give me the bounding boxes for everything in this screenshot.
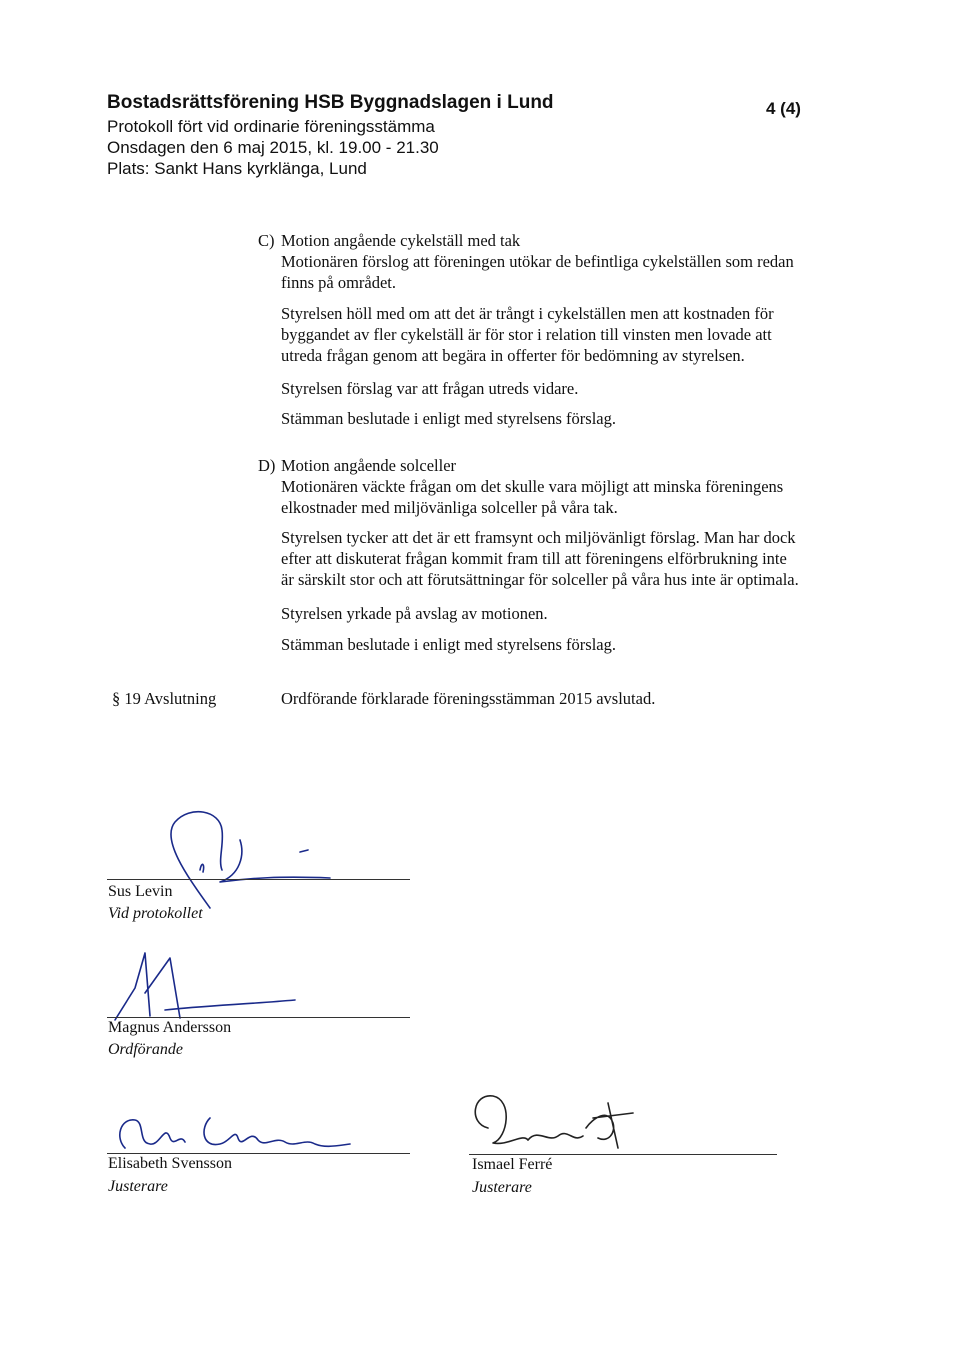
signatory-role: Justerare <box>472 1179 532 1196</box>
section-c-board-line: utreda frågan genom att begära in offerter för bedömning av styrelsen. <box>281 346 745 365</box>
signatory-role: Justerare <box>108 1178 168 1195</box>
section-c-marker: C) <box>258 231 275 250</box>
section-d-motion-line: Motionären väckte frågan om det skulle vara möjligt att minska föreningens <box>281 477 784 496</box>
page-number: 4 (4) <box>766 99 801 118</box>
signature-mark <box>110 1108 370 1158</box>
signatory-role: Ordförande <box>108 1041 183 1058</box>
meeting-date: Onsdagen den 6 maj 2015, kl. 19.00 - 21.30 <box>107 138 439 157</box>
signatory-name: Elisabeth Svensson <box>108 1155 232 1172</box>
signature-mark <box>468 1088 668 1158</box>
section-d-board-line: är särskilt stor och att förutsättningar för solceller på våra hus inte är optimala. <box>281 570 799 589</box>
section-d-motion-line: elkostnader med miljövänliga solceller på våra tak. <box>281 498 618 517</box>
association-title: Bostadsrättsförening HSB Byggnadslagen i Lund <box>107 92 554 113</box>
section-c-decision: Stämman beslutade i enligt med styrelsens förslag. <box>281 409 616 428</box>
closing-label: § 19 Avslutning <box>112 689 217 708</box>
section-c-motion-line: Motionären förslog att föreningen utökar de befintliga cykelställen som redan <box>281 252 794 271</box>
signatory-role: Vid protokollet <box>108 905 203 922</box>
section-c-board-line: Styrelsen höll med om att det är trångt i cykelställen men att kostnaden för <box>281 304 774 323</box>
signature-mark <box>110 948 310 1028</box>
section-d-heading: Motion angående solceller <box>281 456 457 475</box>
protocol-subtitle: Protokoll fört vid ordinarie föreningsstämma <box>107 117 435 136</box>
section-c-motion-line: finns på området. <box>281 273 397 292</box>
section-d-marker: D) <box>258 456 276 475</box>
meeting-place: Plats: Sankt Hans kyrklänga, Lund <box>107 159 367 178</box>
section-c-heading: Motion angående cykelställ med tak <box>281 231 521 250</box>
section-d-board-line: efter att diskuterat frågan kommit fram till att föreningens elförbrukning inte <box>281 549 787 568</box>
signatory-name: Magnus Andersson <box>108 1019 232 1036</box>
section-c-proposal: Styrelsen förslag var att frågan utreds vidare. <box>281 379 579 398</box>
closing-text: Ordförande förklarade föreningsstämman 2015 avslutad. <box>281 689 656 708</box>
signature-line <box>107 879 410 880</box>
section-d-proposal: Styrelsen yrkade på avslag av motionen. <box>281 604 548 623</box>
section-d-decision: Stämman beslutade i enligt med styrelsens förslag. <box>281 635 616 654</box>
section-c-board-line: byggandet av fler cykelställ är för stor i relation till vinsten men lovade att <box>281 325 772 344</box>
section-d-board-line: Styrelsen tycker att det är ett framsynt och miljövänligt förslag. Man har dock <box>281 528 796 547</box>
signatory-name: Ismael Ferré <box>472 1156 553 1173</box>
signatory-name: Sus Levin <box>108 883 173 900</box>
